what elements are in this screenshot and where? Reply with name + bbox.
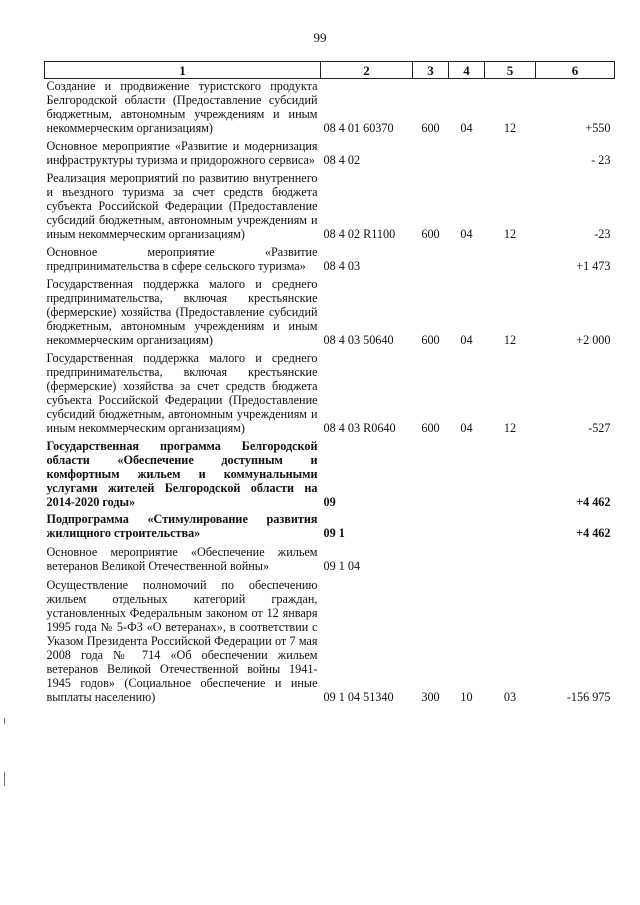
row-code: 08 4 02 R1100: [323, 227, 396, 241]
row-column-3: 300: [421, 690, 440, 704]
row-column-5: 03: [503, 690, 517, 704]
header-cell-6: 6: [536, 62, 615, 79]
row-description: Подпрограмма «Стимулирование развития жилищного строительства»: [46, 512, 318, 540]
row-column-4: 04: [460, 333, 473, 347]
table-row: [45, 573, 615, 704]
row-description: Государственная программа Белгородской области «Обеспечение доступным и комфортным жильем и коммунальными услугами жителей Белгородской области на 2014-2020 годы»: [46, 439, 318, 509]
table-row: [45, 135, 615, 167]
row-column-5: [485, 135, 536, 167]
row-code: 08 4 03 R0640: [323, 421, 396, 435]
row-description: Реализация мероприятий по развитию внутреннего и въездного туризма за счет средств бюджета субъекта Российской Федерации (Предоставление субсидий бюджетным, автономным учреждениям и иным некоммерческим организациям): [46, 171, 318, 241]
margin-mark: [4, 718, 5, 724]
row-code: 08 4 02: [323, 153, 361, 167]
page-number: 99: [313, 30, 327, 45]
row-amount: +2 000: [576, 333, 611, 347]
row-amount: +4 462: [576, 526, 611, 540]
row-code: 08 4 01 60370: [323, 121, 394, 135]
row-code: 08 4 03 50640: [323, 333, 394, 347]
table-row: [45, 509, 615, 540]
header-cell-5: 5: [485, 62, 536, 79]
margin-mark: [4, 772, 5, 786]
table-row: [45, 347, 615, 435]
table-row: [45, 79, 615, 136]
row-code: 09 1: [323, 526, 345, 540]
row-column-4: 10: [460, 690, 473, 704]
header-cell-1: 1: [45, 62, 321, 79]
table-row: [45, 435, 615, 509]
row-code: 09 1 04 51340: [323, 690, 394, 704]
table-header-row: [45, 62, 615, 79]
row-description: Создание и продвижение туристского продукта Белгородской области (Предоставление субсидий бюджетным, автономным учреждениям и иным некоммерческим организациям): [46, 79, 318, 135]
row-column-3: [413, 509, 449, 540]
row-amount: [536, 540, 615, 573]
row-amount: -527: [588, 421, 611, 435]
table-row: [45, 540, 615, 573]
row-column-4: [449, 135, 485, 167]
row-amount: +550: [585, 121, 611, 135]
table-row: [45, 273, 615, 347]
row-amount: -23: [594, 227, 611, 241]
row-column-4: [449, 540, 485, 573]
row-column-5: 12: [503, 421, 517, 435]
row-column-4: [449, 241, 485, 273]
row-code: 08 4 03: [323, 259, 361, 273]
row-column-3: 600: [421, 227, 440, 241]
row-description: Основное мероприятие «Развитие предпринимательства в сфере сельского туризма»: [46, 245, 318, 273]
row-column-3: [413, 435, 449, 509]
row-column-3: 600: [421, 121, 440, 135]
row-column-3: [413, 135, 449, 167]
row-column-3: 600: [421, 421, 440, 435]
row-description: Основное мероприятие «Обеспечение жильем ветеранов Великой Отечественной войны»: [46, 545, 318, 573]
row-description: Осуществление полномочий по обеспечению жильем отдельных категорий граждан, установленных Федеральным законом от 12 января 1995 года № 5-ФЗ «О ветеранах», в соответствии с Указом Президента Российской Федерации от 7 мая 2008 года № 714 «Об обеспечении жильем ветеранов Великой Отечественной войны 1941-1945 годов» (Социальное обеспечение и иные выплаты населению): [46, 578, 318, 704]
row-code: 09: [323, 495, 336, 509]
row-description: Государственная поддержка малого и среднего предпринимательства, включая крестьянские (фермерские) хозяйства за счет средств бюджета субъекта Российской Федерации (Предоставление субсидий бюджетным, автономным учреждениям и иным некоммерческим организациям): [46, 351, 318, 435]
row-amount: +4 462: [576, 495, 611, 509]
row-code: 09 1 04: [323, 559, 361, 573]
row-column-4: [449, 435, 485, 509]
row-column-5: [485, 435, 536, 509]
row-column-5: 12: [503, 227, 517, 241]
row-amount: -156 975: [566, 690, 611, 704]
row-column-5: [485, 509, 536, 540]
row-column-3: [413, 540, 449, 573]
row-column-5: [485, 540, 536, 573]
row-column-5: 12: [503, 333, 517, 347]
row-column-4: [449, 509, 485, 540]
row-column-3: 600: [421, 333, 440, 347]
row-column-3: [413, 241, 449, 273]
table-body: [45, 79, 615, 705]
header-cell-2: 2: [321, 62, 413, 79]
row-column-5: [485, 241, 536, 273]
row-description: Государственная поддержка малого и среднего предпринимательства, включая крестьянские (фермерские) хозяйства (Предоставление субсидий бюджетным, автономным учреждениям и иным некоммерческим организациям): [46, 277, 318, 347]
row-amount: +1 473: [576, 259, 611, 273]
row-description: Основное мероприятие «Развитие и модернизация инфраструктуры туризма и придорожного сервиса»: [46, 139, 318, 167]
row-amount: - 23: [591, 153, 611, 167]
table-row: [45, 241, 615, 273]
row-column-4: 04: [460, 421, 473, 435]
budget-table: [44, 61, 615, 704]
row-column-4: 04: [460, 121, 473, 135]
header-cell-3: 3: [413, 62, 449, 79]
table-row: [45, 167, 615, 241]
row-column-4: 04: [460, 227, 473, 241]
header-cell-4: 4: [449, 62, 485, 79]
row-column-5: 12: [503, 121, 517, 135]
